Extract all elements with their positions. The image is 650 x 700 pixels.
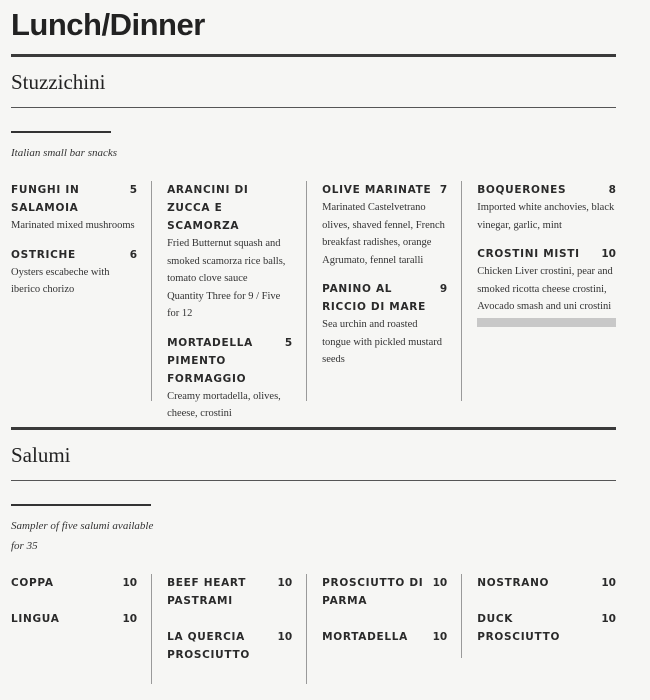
menu-column <box>11 574 151 684</box>
item-name: OLIVE MARINATE <box>322 184 432 196</box>
item-price: 9 <box>439 283 448 295</box>
menu-page <box>11 0 616 684</box>
item-price: 8 <box>608 184 616 196</box>
menu-item <box>477 245 616 327</box>
item-quantity-note: Quantity Three for 9 / Five for 12 <box>167 290 281 319</box>
item-name: OSTRICHE <box>11 248 76 261</box>
menu-column <box>11 181 151 407</box>
item-price: 10 <box>432 577 448 589</box>
item-description: Imported white anchovies, black vinegar, garlic, mint <box>477 202 615 231</box>
menu-item <box>322 574 447 610</box>
section-title: Salumi <box>11 443 71 467</box>
item-description: Fried Butternut squash and smoked scamorza rice balls, tomato clove sauce <box>167 238 286 284</box>
menu-item <box>322 280 447 369</box>
item-description: Marinated mixed mushrooms <box>11 220 135 231</box>
menu-item <box>167 574 292 610</box>
menu-item <box>477 610 616 646</box>
intro-rule <box>11 131 111 133</box>
menu-item <box>11 246 137 299</box>
menu-column <box>151 574 306 684</box>
menu-item <box>477 181 616 234</box>
menu-item <box>11 610 137 628</box>
item-name: MORTADELLA <box>322 631 408 643</box>
menu-item <box>167 181 292 323</box>
item-price: 10 <box>601 248 616 260</box>
menu-columns <box>11 574 616 684</box>
menu-column <box>306 574 461 684</box>
item-name: BOQUERONES <box>477 184 567 196</box>
item-description: Creamy mortadella, olives, cheese, crostini <box>167 390 281 419</box>
item-name: FUNGHI IN SALAMOIA <box>11 184 80 214</box>
item-description: Chicken Liver crostini, pear and smoked ricotta cheese crostini, Avocado smash and uni crostini <box>477 266 613 312</box>
section-salumi <box>11 427 616 684</box>
section-intro: Italian small bar snacks <box>11 147 118 159</box>
menu-item <box>167 334 292 423</box>
item-name: DUCK PROSCIUTTO <box>477 613 561 643</box>
item-price: 10 <box>601 613 616 625</box>
item-price: 10 <box>122 613 138 625</box>
item-description: Marinated Castelvetrano olives, shaved fennel, French breakfast radishes, orange Agrumato, fennel taralli <box>322 202 445 266</box>
item-name: PANINO AL RICCIO DI MARE <box>322 283 426 313</box>
item-name: NOSTRANO <box>477 577 550 589</box>
section-divider <box>11 107 616 108</box>
item-price: 10 <box>601 577 616 589</box>
menu-item <box>322 181 447 269</box>
item-description: Sea urchin and roasted tongue with pickled mustard seeds <box>322 319 442 365</box>
item-description: Oysters escabeche with iberico chorizo <box>11 266 110 295</box>
item-price: 6 <box>129 248 138 261</box>
page-title: Lunch/Dinner <box>11 7 205 42</box>
menu-item <box>322 628 447 646</box>
item-price: 5 <box>284 336 293 349</box>
menu-column <box>461 181 616 401</box>
item-price: 10 <box>277 577 293 589</box>
item-price: 10 <box>277 631 293 643</box>
menu-column <box>306 181 461 401</box>
item-name: PROSCIUTTO DI PARMA <box>322 577 424 607</box>
item-price: 7 <box>439 184 448 196</box>
item-name: ARANCINI DI ZUCCA E SCAMORZA <box>167 184 249 232</box>
item-price: 5 <box>129 184 138 196</box>
menu-item <box>11 181 137 235</box>
menu-column <box>151 181 306 419</box>
menu-columns <box>11 181 616 419</box>
section-intro: Sampler of five salumi available for 35 <box>11 520 154 552</box>
menu-item <box>11 574 137 592</box>
item-name: LA QUERCIA PROSCIUTTO <box>167 631 250 661</box>
intro-rule <box>11 504 151 506</box>
section-divider <box>11 480 616 481</box>
section-title: Stuzzichini <box>11 70 106 94</box>
item-price: 10 <box>432 631 448 643</box>
item-name: LINGUA <box>11 613 60 625</box>
scroll-bar <box>477 318 616 327</box>
item-name: MORTADELLA PIMENTO FORMAGGIO <box>167 336 253 385</box>
item-name: CROSTINI MISTI <box>477 248 580 260</box>
menu-item <box>477 574 616 592</box>
item-price: 10 <box>122 577 138 589</box>
item-name: COPPA <box>11 577 54 589</box>
menu-column <box>461 574 616 658</box>
item-name: BEEF HEART PASTRAMI <box>167 577 247 607</box>
menu-item <box>167 628 292 664</box>
section-stuzzichini <box>11 57 616 419</box>
